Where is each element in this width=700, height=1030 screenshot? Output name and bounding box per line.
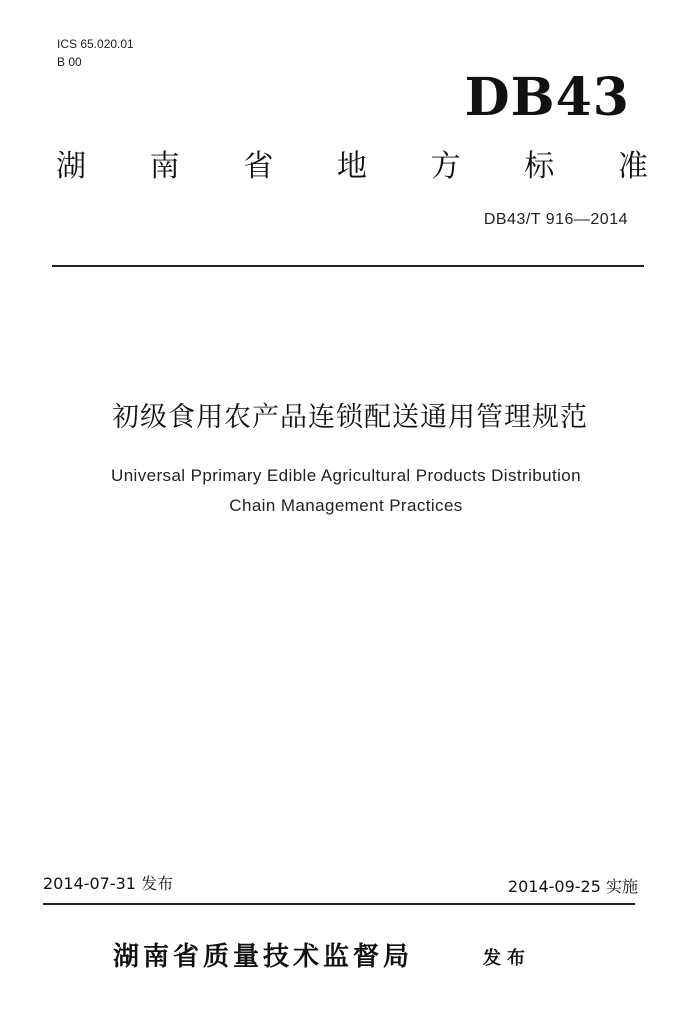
ics-code: ICS 65.020.01: [57, 37, 134, 51]
standard-type-char: 南: [149, 149, 180, 184]
standard-type-char: 方: [430, 149, 461, 184]
standard-type-char: 地: [336, 149, 367, 184]
ccs-code: B 00: [57, 55, 82, 69]
standard-logo: DB43: [464, 67, 630, 128]
standard-type-char: 标: [524, 149, 555, 184]
implementation-date: 2014-09-25 实施: [507, 877, 638, 896]
standard-type-char: 湖: [56, 149, 86, 184]
standard-code: DB43/T 916—2014: [483, 211, 628, 228]
footer-divider: [43, 903, 635, 905]
header-divider: [52, 265, 644, 267]
standard-type-char: 省: [243, 149, 274, 184]
title-english-line1: Universal Pprimary Edible Agricultural Products Distribution: [111, 466, 581, 485]
standard-type: [56, 143, 648, 183]
title-chinese: 初级食用农产品连锁配送通用管理规范: [112, 402, 588, 433]
issuing-authority: 湖南省质量技术监督局: [113, 942, 414, 972]
title-english-line2: Chain Management Practices: [229, 496, 463, 515]
issue-date: 2014-07-31 发布: [43, 874, 174, 893]
issue-label: 发布: [483, 948, 531, 969]
standard-type-char: 准: [617, 149, 648, 184]
